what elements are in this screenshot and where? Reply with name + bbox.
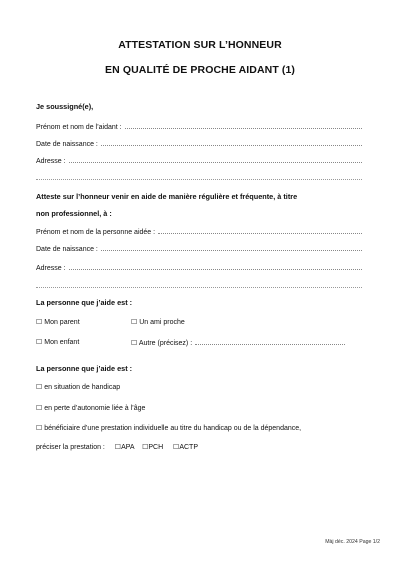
relation-heading: La personne que j’aide est :	[36, 298, 133, 307]
aidant-name-field[interactable]	[36, 121, 362, 131]
document-title-line2: EN QUALITÉ DE PROCHE AIDANT (1)	[105, 64, 295, 76]
page-footer: Màj déc. 2024 Page 1/2	[325, 539, 380, 545]
aidee-address-line[interactable]	[69, 269, 362, 270]
prestation-apa-label: APA	[121, 444, 135, 451]
checkbox-icon[interactable]: ☐	[173, 443, 180, 451]
checkbox-icon[interactable]: ☐	[142, 443, 149, 451]
option-mon-enfant[interactable]	[36, 338, 79, 346]
autre-precisez-line[interactable]	[195, 344, 345, 345]
aidant-birth-line[interactable]	[101, 145, 362, 146]
aidant-address-line-2[interactable]	[36, 179, 362, 180]
option-beneficiaire-prestation[interactable]	[36, 424, 301, 432]
prestation-actp[interactable]	[173, 444, 198, 451]
option-perte-autonomie[interactable]	[36, 404, 145, 412]
option-ami-proche[interactable]	[131, 318, 185, 326]
aidant-address-label: Adresse :	[36, 158, 66, 165]
option-label: Mon parent	[44, 319, 80, 326]
option-label: bénéficiaire d’une prestation individuelle au titre du handicap ou de la dépendance,	[44, 425, 302, 432]
checkbox-icon[interactable]: ☐	[36, 318, 43, 326]
aidee-address-label: Adresse :	[36, 265, 66, 272]
aidee-name-field[interactable]	[36, 226, 362, 236]
option-label: en situation de handicap	[44, 384, 121, 391]
checkbox-icon[interactable]: ☐	[36, 338, 43, 346]
aidant-birth-label: Date de naissance :	[36, 141, 98, 148]
aidant-birth-field[interactable]	[36, 138, 362, 148]
option-label: Un ami proche	[139, 319, 185, 326]
option-mon-parent[interactable]	[36, 318, 80, 326]
checkbox-icon[interactable]: ☐	[114, 443, 122, 451]
aidee-birth-line[interactable]	[101, 250, 362, 251]
prestation-actp-label: ACTP	[179, 444, 198, 451]
option-label: Autre (précisez) :	[138, 340, 193, 347]
checkbox-icon[interactable]: ☐	[36, 404, 43, 412]
aidant-name-line[interactable]	[125, 128, 362, 129]
checkbox-icon[interactable]: ☐	[131, 318, 138, 326]
aidee-birth-field[interactable]	[36, 243, 362, 253]
checkbox-icon[interactable]: ☐	[36, 424, 43, 432]
aidee-address-line-2[interactable]	[36, 287, 362, 288]
attestation-line-1: Atteste sur l’honneur venir en aide de manière régulière et fréquente, à titre	[36, 192, 298, 201]
aidee-birth-label: Date de naissance :	[36, 246, 98, 253]
option-autre[interactable]	[131, 337, 345, 347]
prestation-label: préciser la prestation :	[36, 444, 105, 451]
checkbox-icon[interactable]: ☐	[36, 383, 43, 391]
prestation-pch[interactable]	[142, 444, 163, 451]
prestation-apa[interactable]	[115, 444, 134, 451]
situation-heading: La personne que j’aide est :	[36, 364, 133, 373]
attestation-line-2: non professionnel, à :	[36, 209, 112, 218]
aidant-address-field[interactable]	[36, 155, 362, 165]
prestation-row	[36, 443, 198, 451]
option-handicap[interactable]	[36, 383, 120, 391]
aidant-heading: Je soussigné(e),	[36, 102, 94, 111]
aidee-address-field[interactable]	[36, 262, 362, 272]
document-title-line1: ATTESTATION SUR L’HONNEUR	[118, 39, 282, 51]
option-label: en perte d’autonomie liée à l’âge	[44, 405, 146, 412]
checkbox-icon[interactable]: ☐	[131, 339, 138, 347]
option-label: Mon enfant	[44, 339, 80, 346]
aidee-name-label: Prénom et nom de la personne aidée :	[36, 229, 156, 236]
aidant-address-line[interactable]	[69, 162, 362, 163]
aidee-name-line[interactable]	[158, 233, 362, 234]
aidant-name-label: Prénom et nom de l’aidant :	[36, 124, 122, 131]
prestation-pch-label: PCH	[148, 444, 164, 451]
